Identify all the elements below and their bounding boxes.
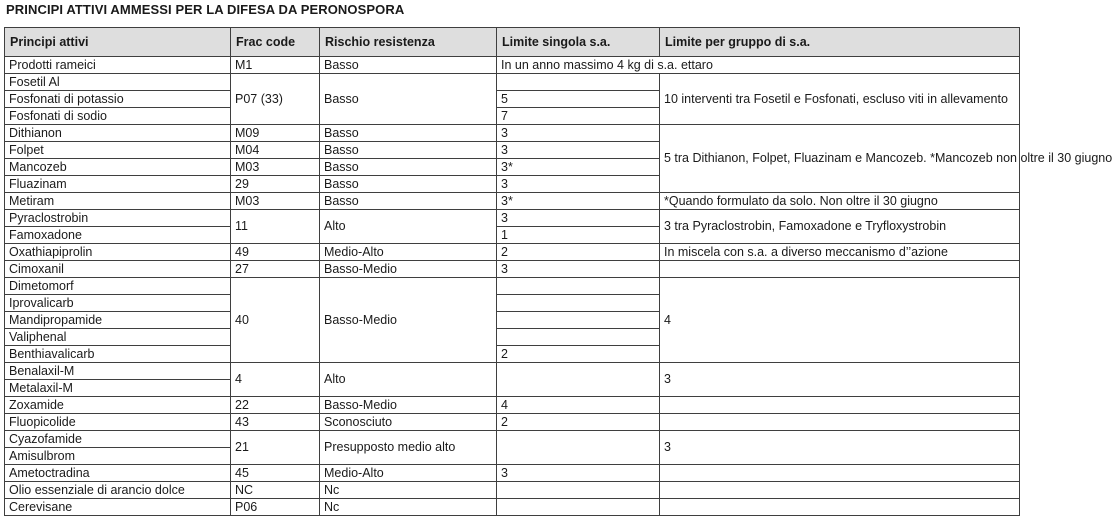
rischio-cell: Basso — [320, 125, 497, 142]
rischio-cell: Alto — [320, 210, 497, 244]
rischio-cell: Presupposto medio alto — [320, 431, 497, 465]
limite-singola-cell — [497, 499, 660, 516]
limite-singola-cell — [497, 74, 660, 91]
rischio-cell: Medio-Alto — [320, 244, 497, 261]
principio-cell: Dimetomorf — [5, 278, 231, 295]
column-header-principi: Principi attivi — [5, 28, 231, 57]
principio-cell: Benthiavalicarb — [5, 346, 231, 363]
frac-cell: M03 — [231, 159, 320, 176]
frac-cell: 43 — [231, 414, 320, 431]
frac-cell: 27 — [231, 261, 320, 278]
frac-cell: 21 — [231, 431, 320, 465]
rischio-cell: Nc — [320, 499, 497, 516]
limite-gruppo-cell — [660, 482, 1020, 499]
limite-singola-cell — [497, 329, 660, 346]
principio-cell: Cerevisane — [5, 499, 231, 516]
principio-cell: Valiphenal — [5, 329, 231, 346]
limite-singola-cell — [497, 482, 660, 499]
limite-gruppo-cell: 3 — [660, 363, 1020, 397]
principio-cell: Zoxamide — [5, 397, 231, 414]
frac-cell: 49 — [231, 244, 320, 261]
column-header-rischio: Rischio resistenza — [320, 28, 497, 57]
principio-cell: Famoxadone — [5, 227, 231, 244]
rischio-cell: Basso — [320, 142, 497, 159]
rischio-cell: Nc — [320, 482, 497, 499]
principio-cell: Mancozeb — [5, 159, 231, 176]
principio-cell: Iprovalicarb — [5, 295, 231, 312]
table-row — [5, 278, 1020, 295]
limite-singola-cell: 3 — [497, 210, 660, 227]
table-row — [5, 363, 1020, 380]
limite-gruppo-cell: *Quando formulato da solo. Non oltre il 30 giugno — [660, 193, 1020, 210]
limite-singola-cell: 3 — [497, 465, 660, 482]
frac-cell: NC — [231, 482, 320, 499]
limite-singola-cell: 3 — [497, 142, 660, 159]
table-row — [5, 397, 1020, 414]
table-row — [5, 57, 1020, 74]
limite-gruppo-cell: 10 interventi tra Fosetil e Fosfonati, escluso viti in allevamento — [660, 74, 1020, 125]
limite-singola-cell: 2 — [497, 414, 660, 431]
principio-cell: Mandipropamide — [5, 312, 231, 329]
principio-cell: Amisulbrom — [5, 448, 231, 465]
table-row — [5, 210, 1020, 227]
principio-cell: Pyraclostrobin — [5, 210, 231, 227]
principio-cell: Metalaxil-M — [5, 380, 231, 397]
frac-cell: 29 — [231, 176, 320, 193]
table-row — [5, 482, 1020, 499]
table-row — [5, 465, 1020, 482]
table-row — [5, 431, 1020, 448]
frac-cell: M1 — [231, 57, 320, 74]
frac-cell: P07 (33) — [231, 74, 320, 125]
principio-cell: Metiram — [5, 193, 231, 210]
limite-gruppo-cell: In miscela con s.a. a diverso meccanismo d’’azione — [660, 244, 1020, 261]
limite-singola-cell: 3* — [497, 193, 660, 210]
limite-singola-cell — [497, 278, 660, 295]
limite-singola-cell: 2 — [497, 346, 660, 363]
frac-cell: 40 — [231, 278, 320, 363]
principio-cell: Fosetil Al — [5, 74, 231, 91]
limite-gruppo-cell — [660, 499, 1020, 516]
table-row — [5, 414, 1020, 431]
limite-gruppo-cell: 5 tra Dithianon, Folpet, Fluazinam e Mancozeb. *Mancozeb non oltre il 30 giugno — [660, 125, 1020, 193]
limite-gruppo-cell: 3 tra Pyraclostrobin, Famoxadone e Tryfloxystrobin — [660, 210, 1020, 244]
table-row — [5, 125, 1020, 142]
rischio-cell: Basso — [320, 176, 497, 193]
frac-cell: M04 — [231, 142, 320, 159]
limite-gruppo-cell — [660, 465, 1020, 482]
limite-singola-cell: 2 — [497, 244, 660, 261]
principio-cell: Folpet — [5, 142, 231, 159]
limite-singola-cell: 3 — [497, 176, 660, 193]
limite-singola-cell: 1 — [497, 227, 660, 244]
limite-singola-cell: 3* — [497, 159, 660, 176]
limite-singola-cell: 4 — [497, 397, 660, 414]
rischio-cell: Basso-Medio — [320, 397, 497, 414]
rischio-cell: Basso — [320, 193, 497, 210]
column-header-frac: Frac code — [231, 28, 320, 57]
frac-cell: P06 — [231, 499, 320, 516]
frac-cell: 11 — [231, 210, 320, 244]
principio-cell: Benalaxil-M — [5, 363, 231, 380]
table-row — [5, 74, 1020, 91]
table-row — [5, 499, 1020, 516]
rischio-cell: Basso-Medio — [320, 261, 497, 278]
frac-cell: 4 — [231, 363, 320, 397]
rischio-cell: Basso — [320, 74, 497, 125]
principio-cell: Dithianon — [5, 125, 231, 142]
rischio-cell: Basso — [320, 57, 497, 74]
active-ingredients-table — [4, 27, 1112, 516]
principio-cell: Ametoctradina — [5, 465, 231, 482]
principio-cell: Cimoxanil — [5, 261, 231, 278]
table-row — [5, 244, 1020, 261]
limite-singola-cell: 5 — [497, 91, 660, 108]
limite-singola-cell: In un anno massimo 4 kg di s.a. ettaro — [497, 57, 1020, 74]
limite-singola-cell — [497, 295, 660, 312]
principio-cell: Fosfonati di sodio — [5, 108, 231, 125]
principio-cell: Cyazofamide — [5, 431, 231, 448]
limite-singola-cell: 7 — [497, 108, 660, 125]
limite-gruppo-cell: 4 — [660, 278, 1020, 363]
limite-singola-cell — [497, 431, 660, 465]
frac-cell: M09 — [231, 125, 320, 142]
limite-gruppo-cell — [660, 414, 1020, 431]
principio-cell: Olio essenziale di arancio dolce — [5, 482, 231, 499]
rischio-cell: Alto — [320, 363, 497, 397]
limite-singola-cell: 3 — [497, 125, 660, 142]
principio-cell: Oxathiapiprolin — [5, 244, 231, 261]
limite-singola-cell: 3 — [497, 261, 660, 278]
limite-gruppo-cell: 3 — [660, 431, 1020, 465]
page-title: PRINCIPI ATTIVI AMMESSI PER LA DIFESA DA PERONOSPORA — [6, 2, 405, 17]
frac-cell: 45 — [231, 465, 320, 482]
frac-cell: M03 — [231, 193, 320, 210]
limite-singola-cell — [497, 363, 660, 397]
column-header-gruppo: Limite per gruppo di s.a. — [660, 28, 1020, 57]
table-header-row — [5, 28, 1020, 57]
table-row — [5, 193, 1020, 210]
limite-gruppo-cell — [660, 397, 1020, 414]
principio-cell: Fosfonati di potassio — [5, 91, 231, 108]
table-row — [5, 261, 1020, 278]
frac-cell: 22 — [231, 397, 320, 414]
column-header-singola: Limite singola s.a. — [497, 28, 660, 57]
principio-cell: Fluopicolide — [5, 414, 231, 431]
rischio-cell: Sconosciuto — [320, 414, 497, 431]
rischio-cell: Medio-Alto — [320, 465, 497, 482]
rischio-cell: Basso — [320, 159, 497, 176]
limite-gruppo-cell — [660, 261, 1020, 278]
principio-cell: Prodotti rameici — [5, 57, 231, 74]
rischio-cell: Basso-Medio — [320, 278, 497, 363]
limite-singola-cell — [497, 312, 660, 329]
principio-cell: Fluazinam — [5, 176, 231, 193]
